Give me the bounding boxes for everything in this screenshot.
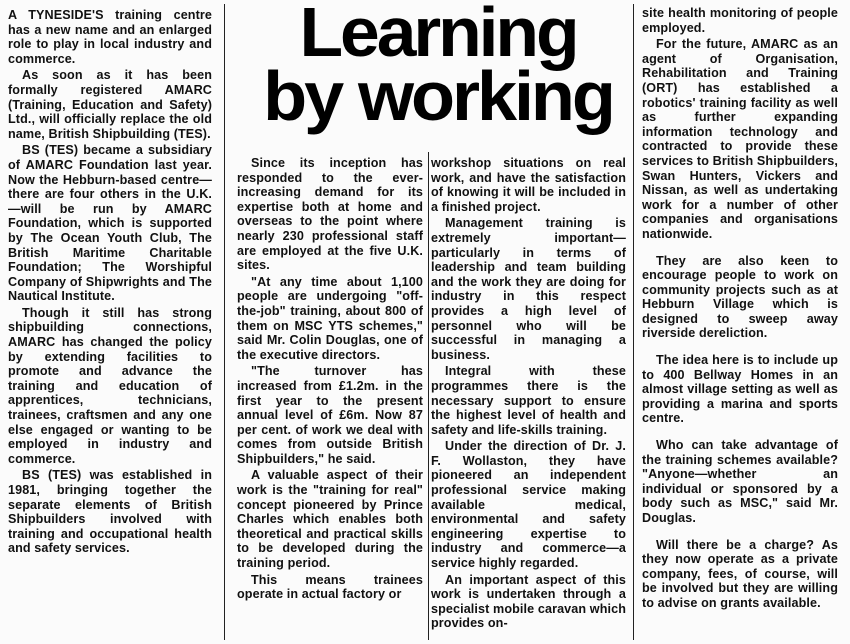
article-column-3 bbox=[431, 156, 626, 633]
paragraph: workshop situations on real work, and have the satisfaction of knowing it will be included in a finished project. bbox=[431, 156, 626, 214]
paragraph: BS (TES) was established in 1981, bringing together the separate elements of British Shipbuilders involved with training and occupational health and safety services. bbox=[8, 468, 212, 556]
headline-line-1: Learning bbox=[299, 0, 577, 71]
column-rule bbox=[428, 152, 429, 640]
paragraph: Integral with these programmes there is the necessary support to ensure the highest level of health and safety and life-skills training. bbox=[431, 364, 626, 437]
paragraph: The idea here is to include up to 400 Bellway Homes in an almost village setting as well as providing a marina and sports centre. bbox=[642, 353, 838, 426]
paragraph: Though it still has strong shipbuilding connections, AMARC has changed the policy by extending facilities to promote and advance the training and education of apprentices, technicians, trainees, craftsmen and any one else engaged or wanting to be employed in industry and commerce. bbox=[8, 305, 212, 466]
article-column-1 bbox=[8, 8, 212, 558]
paragraph: This means trainees operate in actual factory or bbox=[237, 572, 423, 602]
article-column-2 bbox=[237, 156, 423, 604]
paragraph: For the future, AMARC as an agent of Organisation, Rehabilitation and Training (ORT) has established a robotics' training facility as well as further expanding information technology and contracted to provide these services to British Shipbuilders, Swan Hunters, Vickers and Nissan, as well as undertaking work for a number of other companies and organisations nationwide. bbox=[642, 37, 838, 241]
paragraph: Will there be a charge? As they now operate as a private company, fees, of course, will be involved but they are willing to advise on grants available. bbox=[642, 537, 838, 610]
paragraph: Management training is extremely important—particularly in terms of leadership and team building and the work they are doing for industry in this respect provides a high level of personnel who will be successful in managing a business. bbox=[431, 216, 626, 362]
paragraph: A TYNESIDE'S training centre has a new name and an enlarged role to play in local industry and commerce. bbox=[8, 8, 212, 66]
paragraph: site health monitoring of people employed. bbox=[642, 6, 838, 35]
paragraph: "The turnover has increased from £1.2m. in the first year to the present annual level of £6m. Now 87 per cent. of work we deal with comes from outside British Shipbuilders," he said. bbox=[237, 364, 423, 466]
paragraph: A valuable aspect of their work is the "training for real" concept pioneered by Prince Charles which enables both theoretical and practical skills to be developed during the training period. bbox=[237, 468, 423, 571]
paragraph: Under the direction of Dr. J. F. Wollaston, they have pioneered an independent professional service making available medical, environmental and safety engineering expertise to industry and commerce—a service highly regarded. bbox=[431, 439, 626, 571]
paragraph: As soon as it has been formally registered AMARC (Training, Education and Safety) Ltd., will officially replace the old name, British Shipbuilding (TES). bbox=[8, 68, 212, 141]
headline bbox=[238, 0, 638, 135]
paragraph: An important aspect of this work is undertaken through a specialist mobile caravan which provides on- bbox=[431, 572, 626, 631]
paragraph: Since its inception has responded to the ever-increasing demand for its expertise both at home and overseas to the point where nearly 230 professional staff are employed at the five U.K. sites. bbox=[237, 156, 423, 273]
article-column-4 bbox=[642, 6, 838, 613]
headline-line-2: by working bbox=[263, 57, 613, 135]
paragraph: They are also keen to encourage people to work on community projects such as at Hebburn Village which is designed to sweep away riverside dereliction. bbox=[642, 253, 838, 341]
paragraph: BS (TES) became a subsidiary of AMARC Foundation last year. Now the Hebburn-based centre—there are four others in the U.K.—will be run by AMARC Foundation, which is supported by The Ocean Youth Club, The British Maritime Charitable Foundation; The Worshipful Company of Shipwrights and The Nautical Institute. bbox=[8, 143, 212, 304]
paragraph: "At any time about 1,100 people are undergoing "off-the-job" training, about 800 of them on MSC YTS schemes," said Mr. Colin Douglas, one of the executive directors. bbox=[237, 274, 423, 362]
paragraph: Who can take advantage of the training schemes available? "Anyone—whether an individual or sponsored by a body such as MSC," said Mr. Douglas. bbox=[642, 438, 838, 525]
column-rule bbox=[224, 4, 225, 640]
